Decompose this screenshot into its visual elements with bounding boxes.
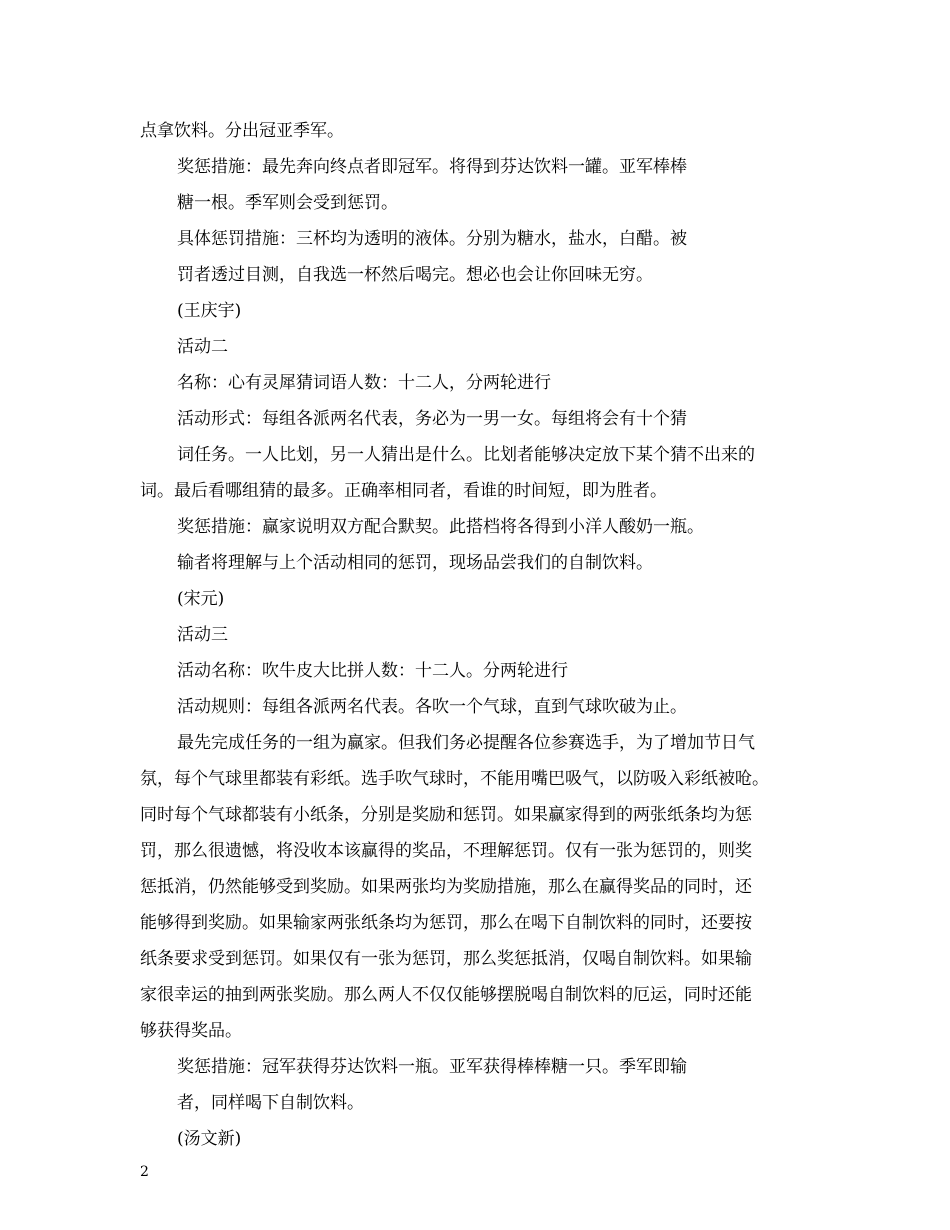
text-line: 氛，每个气球里都装有彩纸。选手吹气球时，不能用嘴巴吸气，以防吸入彩纸被呛。 — [140, 769, 769, 789]
text-line: 者，同样喝下自制饮料。 — [177, 1093, 364, 1113]
text-line: 名称：心有灵犀猜词语人数：十二人，分两轮进行 — [177, 373, 551, 393]
text-line: 罚，那么很遗憾，将没收本该赢得的奖品，不理解惩罚。仅有一张为惩罚的，则奖 — [140, 841, 752, 861]
section-heading: 活动二 — [177, 337, 228, 357]
text-line: 活动名称：吹牛皮大比拼人数：十二人。分两轮进行 — [177, 661, 568, 681]
text-line: 输者将理解与上个活动相同的惩罚，现场品尝我们的自制饮料。 — [177, 553, 653, 573]
text-line: 纸条要求受到惩罚。如果仅有一张为惩罚，那么奖惩抵消，仅喝自制饮料。如果输 — [140, 949, 752, 969]
author-note: (汤文新) — [177, 1129, 242, 1149]
text-line: 活动形式：每组各派两名代表，务必为一男一女。每组将会有十个猜 — [177, 409, 687, 429]
text-line: 罚者透过目测，自我选一杯然后喝完。想必也会让你回味无穷。 — [177, 265, 653, 285]
text-line: 活动规则：每组各派两名代表。各吹一个气球，直到气球吹破为止。 — [177, 697, 687, 717]
text-line: 同时每个气球都装有小纸条，分别是奖励和惩罚。如果赢家得到的两张纸条均为惩 — [140, 805, 752, 825]
text-line: 家很幸运的抽到两张奖励。那么两人不仅仅能够摆脱喝自制饮料的厄运，同时还能 — [140, 985, 752, 1005]
author-note: (王庆宇) — [177, 301, 242, 321]
text-line: 奖惩措施：赢家说明双方配合默契。此搭档将各得到小洋人酸奶一瓶。 — [177, 517, 704, 537]
text-line: 奖惩措施：冠军获得芬达饮料一瓶。亚军获得棒棒糖一只。季军即输 — [177, 1057, 687, 1077]
text-line: 点拿饮料。分出冠亚季军。 — [140, 121, 344, 141]
text-line: 奖惩措施：最先奔向终点者即冠军。将得到芬达饮料一罐。亚军棒棒 — [177, 157, 687, 177]
text-line: 能够得到奖励。如果输家两张纸条均为惩罚，那么在喝下自制饮料的同时，还要按 — [140, 913, 752, 933]
text-line: 糖一根。季军则会受到惩罚。 — [177, 193, 398, 213]
author-note: (宋元) — [177, 589, 225, 609]
text-line: 够获得奖品。 — [140, 1021, 242, 1041]
text-line: 具体惩罚措施：三杯均为透明的液体。分别为糖水，盐水，白醋。被 — [177, 229, 687, 249]
text-line: 词任务。一人比划，另一人猜出是什么。比划者能够决定放下某个猜不出来的 — [177, 445, 755, 465]
text-line: 词。最后看哪组猜的最多。正确率相同者，看谁的时间短，即为胜者。 — [140, 481, 667, 501]
page-number: 2 — [140, 1164, 149, 1180]
text-line: 最先完成任务的一组为赢家。但我们务必提醒各位参赛选手，为了增加节日气 — [177, 733, 755, 753]
section-heading: 活动三 — [177, 625, 228, 645]
text-line: 惩抵消，仍然能够受到奖励。如果两张均为奖励措施，那么在赢得奖品的同时，还 — [140, 877, 752, 897]
